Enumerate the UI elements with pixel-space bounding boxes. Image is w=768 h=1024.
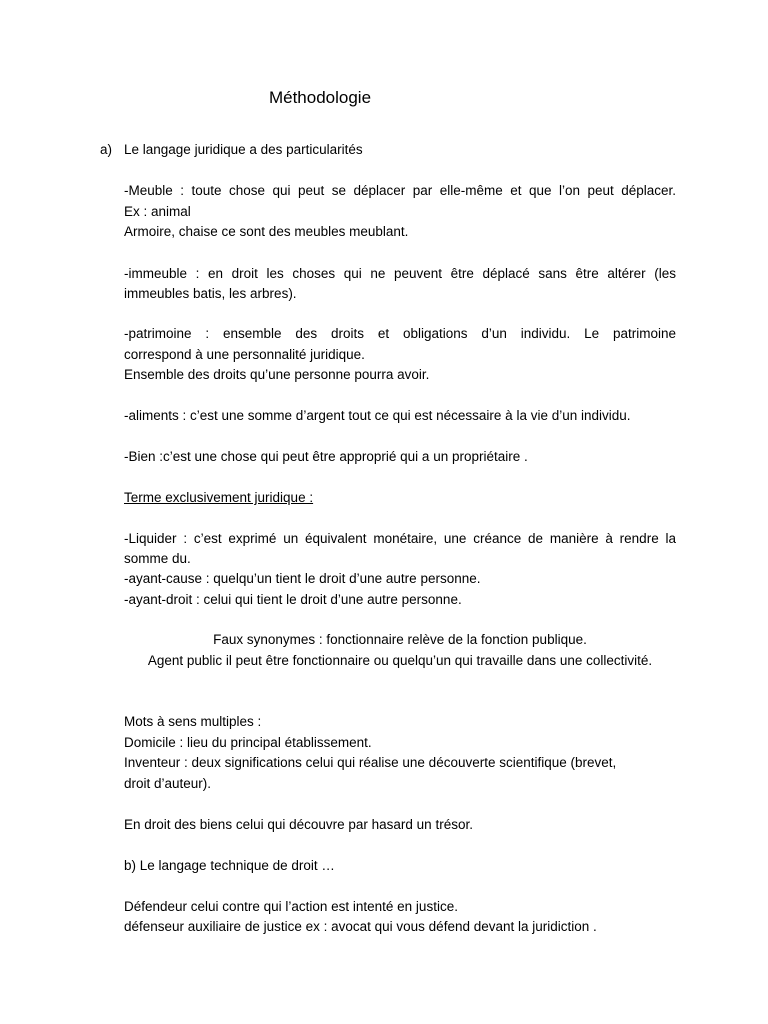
ayant-cause-line: -ayant-cause : quelqu’un tient le droit d’une autre personne. <box>124 571 481 586</box>
terme-heading: Terme exclusivement juridique : <box>124 490 314 505</box>
droit-biens-line: En droit des biens celui qui découvre par hasard un trésor. <box>124 817 473 832</box>
immeuble-line-2: immeubles batis, les arbres). <box>124 286 297 301</box>
defenseur-line: défenseur auxiliaire de justice ex : avocat qui vous défend devant la juridiction . <box>124 919 597 934</box>
liquider-line-1: -Liquider : c’est exprimé un équivalent monétaire, une créance de manière à rendre la <box>124 531 676 546</box>
mots-multiples-heading: Mots à sens multiples : <box>124 714 262 729</box>
meuble-line-2: Ex : animal <box>124 204 191 219</box>
section-a-marker: a) <box>100 142 113 157</box>
ayant-droit-line: -ayant-droit : celui qui tient le droit d’une autre personne. <box>124 592 462 607</box>
page-title: Méthodologie <box>268 88 372 107</box>
meuble-line-3: Armoire, chaise ce sont des meubles meublant. <box>124 224 409 239</box>
aliments-line: -aliments : c’est une somme d’argent tout ce qui est nécessaire à la vie d’un individu. <box>124 408 631 423</box>
immeuble-line-1: -immeuble : en droit les choses qui ne peuvent être déplacé sans être altérer (les <box>124 266 676 281</box>
section-b-heading: b) Le langage technique de droit … <box>124 858 335 873</box>
patrimoine-line-2: correspond à une personnalité juridique. <box>124 347 365 362</box>
patrimoine-line-3: Ensemble des droits qu’une personne pourra avoir. <box>124 367 430 382</box>
patrimoine-line-1: -patrimoine : ensemble des droits et obligations d’un individu. Le patrimoine <box>124 326 676 341</box>
meuble-line-1: -Meuble : toute chose qui peut se déplacer par elle-même et que l’on peut déplacer. <box>124 183 676 198</box>
liquider-line-2: somme du. <box>124 551 191 566</box>
defendeur-line: Défendeur celui contre qui l’action est intenté en justice. <box>124 899 458 914</box>
faux-synonymes-line-2: Agent public il peut être fonctionnaire ou quelqu’un qui travaille dans une collectivité. <box>147 653 653 668</box>
section-a-heading: Le langage juridique a des particularités <box>124 142 363 157</box>
domicile-line: Domicile : lieu du principal établissement. <box>124 735 372 750</box>
inventeur-line-2: droit d’auteur). <box>124 776 212 791</box>
bien-line: -Bien :c’est une chose qui peut être approprié qui a un propriétaire . <box>124 449 528 464</box>
inventeur-line-1: Inventeur : deux significations celui qui réalise une découverte scientifique (brevet, <box>124 755 617 770</box>
faux-synonymes-line-1: Faux synonymes : fonctionnaire relève de la fonction publique. <box>213 632 587 647</box>
